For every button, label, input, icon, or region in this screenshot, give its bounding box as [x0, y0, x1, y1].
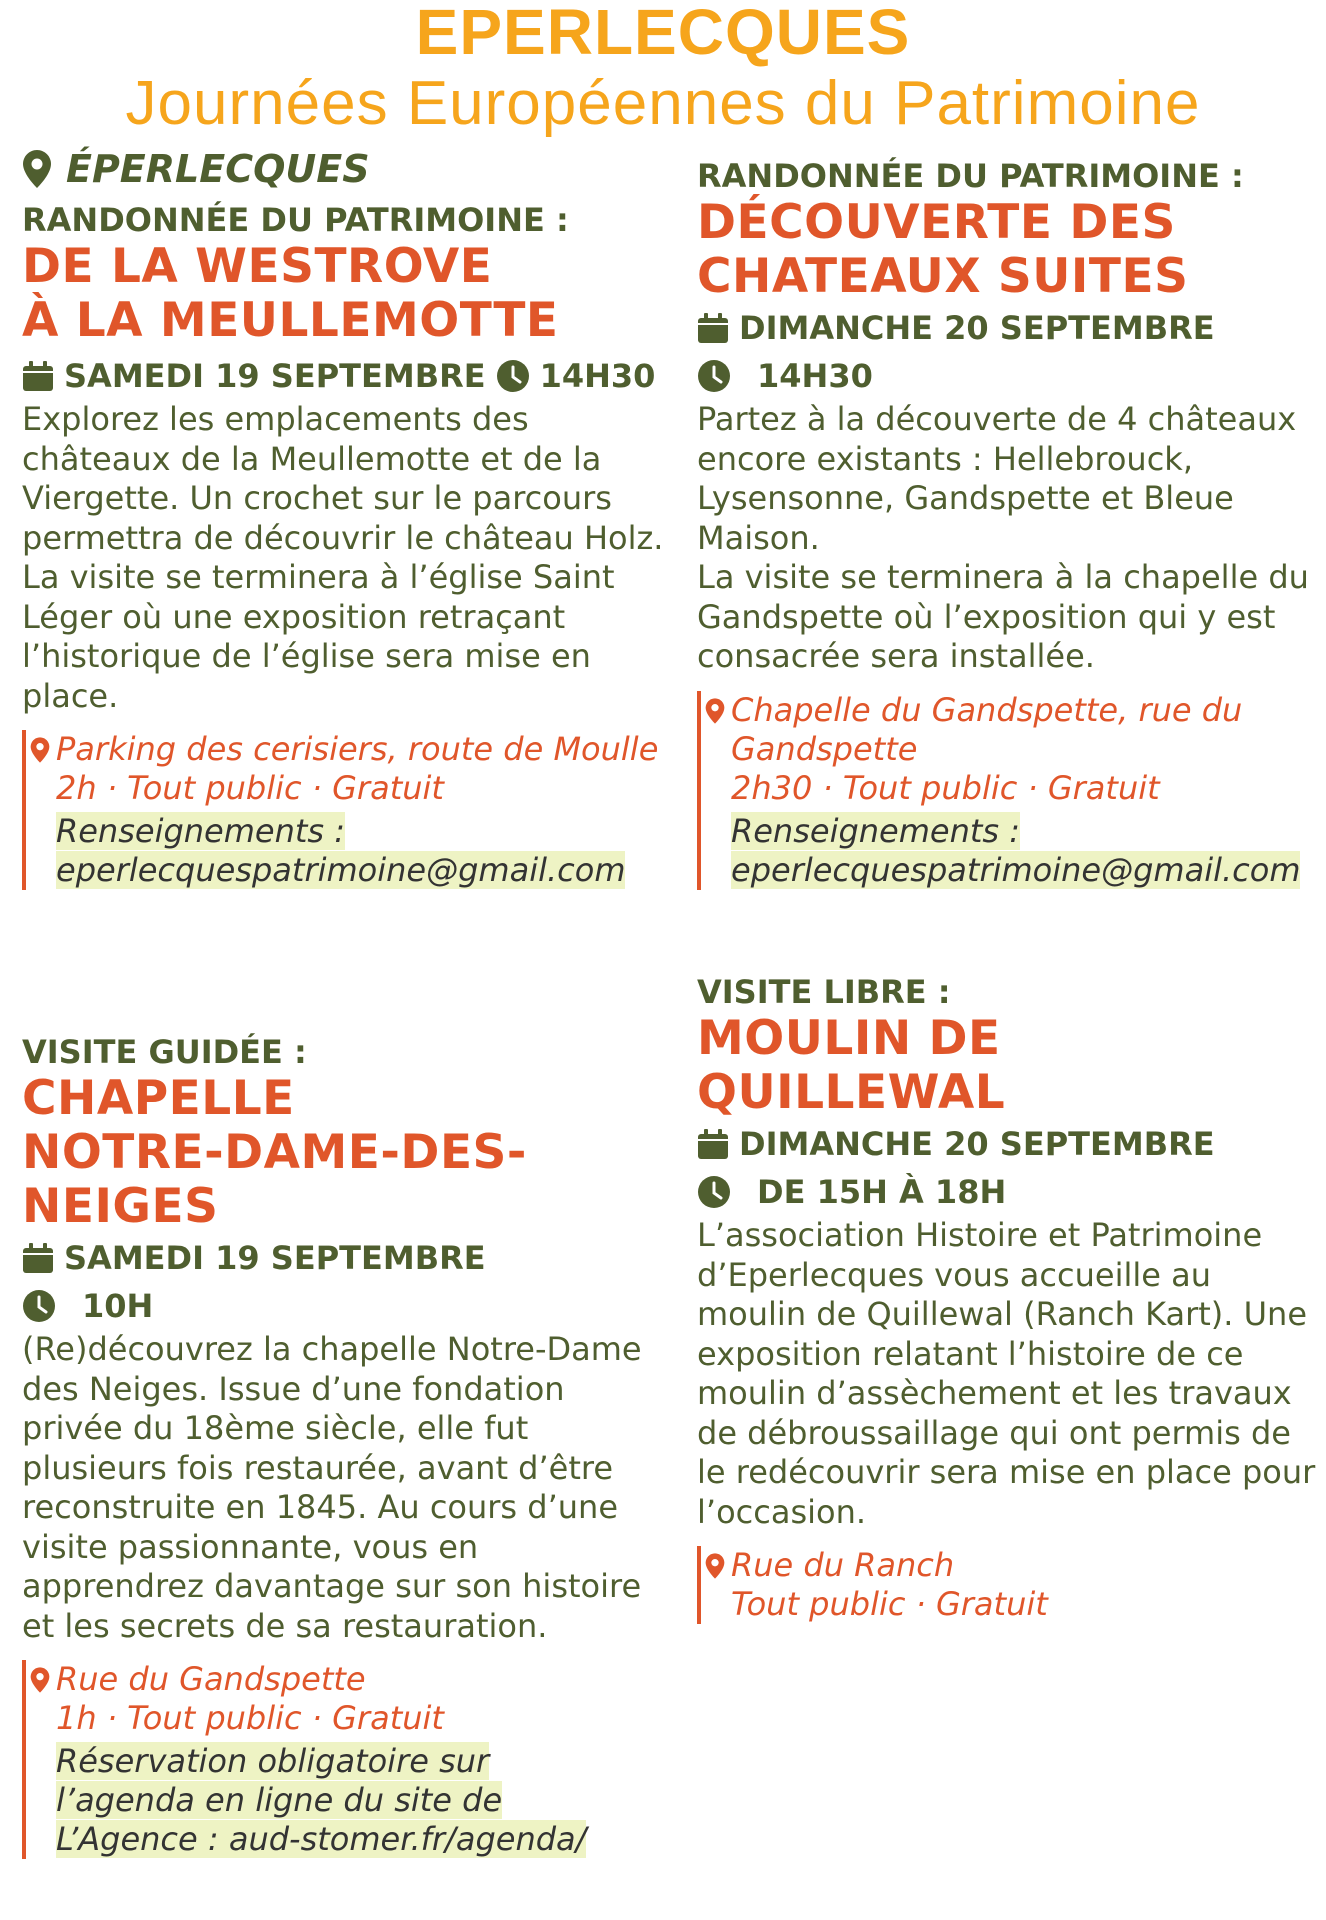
event-description: Explorez les emplacements des châteaux de la Meullemotte et de la Viergette. Un crochet sur le parcours permettra de découvrir le château Holz. La visite se terminera à l’église Saint Léger où une exposition retraçant l’historique de l’église sera mise en place.	[22, 400, 664, 715]
event-title-line: À LA MEULLEMOTTE	[22, 293, 559, 348]
calendar-icon	[22, 360, 54, 392]
map-pin-icon	[22, 149, 52, 189]
event-location-label: Chapelle du Gandspette, rue du Gandspette	[731, 690, 1243, 768]
event-date-row	[22, 1234, 662, 1282]
reservation-line: l’agenda en ligne du site de	[56, 1781, 503, 1819]
event-details: Tout public · Gratuit	[731, 1585, 1048, 1623]
event-time-row	[697, 1168, 1317, 1216]
event-info	[22, 1660, 662, 1859]
event-reservation	[56, 1742, 662, 1859]
event-location	[56, 730, 672, 769]
event-card-chateaux	[697, 152, 1317, 890]
event-details: 2h · Tout public · Gratuit	[56, 769, 444, 807]
calendar-icon	[697, 1128, 729, 1160]
event-schedule	[22, 352, 672, 400]
clock-icon	[697, 359, 731, 393]
page-header	[0, 0, 1326, 140]
calendar-icon	[22, 1242, 54, 1274]
event-kind: VISITE LIBRE :	[697, 973, 951, 1011]
contact-label: Renseignements :	[56, 812, 346, 850]
event-location-label: Rue du Ranch	[731, 1546, 955, 1584]
event-title	[697, 196, 1317, 304]
event-details: 1h · Tout public · Gratuit	[56, 1699, 444, 1737]
event-card-westrove	[22, 146, 672, 890]
event-date: DIMANCHE 20 SEPTEMBRE	[739, 1125, 1215, 1163]
event-title-line: CHATEAUX SUITES	[697, 249, 1189, 304]
calendar-icon	[697, 312, 729, 344]
page-subtitle: Journées Européennes du Patrimoine	[125, 69, 1201, 138]
event-date: SAMEDI 19 SEPTEMBRE	[64, 357, 486, 395]
event-time: 14H30	[757, 357, 873, 395]
event-location	[56, 1660, 662, 1699]
event-kind: RANDONNÉE DU PATRIMOINE :	[22, 201, 569, 239]
event-time-row	[697, 352, 1317, 400]
map-pin-icon	[30, 1666, 50, 1694]
clock-icon	[697, 1175, 731, 1209]
event-title-line: NEIGES	[22, 1179, 219, 1234]
event-contact	[56, 812, 672, 890]
event-location	[731, 1546, 1317, 1585]
event-place-label: ÉPERLECQUES	[66, 147, 370, 191]
clock-icon	[22, 1289, 56, 1323]
event-time: 14H30	[539, 357, 656, 395]
event-title	[697, 1012, 1317, 1120]
event-title-line: CHAPELLE	[22, 1071, 295, 1126]
event-card-chapelle	[22, 1028, 662, 1859]
event-location	[731, 691, 1317, 769]
event-date: DIMANCHE 20 SEPTEMBRE	[739, 309, 1215, 347]
event-contact	[731, 812, 1317, 890]
event-title-line: DE LA WESTROVE	[22, 239, 493, 294]
event-date-row	[697, 1120, 1317, 1168]
map-pin-icon	[705, 697, 725, 725]
event-kind: RANDONNÉE DU PATRIMOINE :	[697, 157, 1244, 195]
event-title-line: NOTRE-DAME-DES-	[22, 1125, 527, 1180]
page-title: EPERLECQUES	[415, 0, 911, 68]
contact-label: Renseignements :	[731, 811, 1021, 850]
event-description: L’association Histoire et Patrimoine d’Eperlecques vous accueille au moulin de Quillewal (Ranch Kart). Une exposition relatant l’histoire de ce moulin d’assèchement et les travaux de débroussaillage qui ont permis de le redécouvrir sera mise en place pour l’occasion.	[697, 1216, 1316, 1531]
event-description: La visite se terminera à la chapelle du Gandspette où l’exposition qui y est consacrée sera installée.	[697, 558, 1309, 675]
event-info	[697, 1546, 1317, 1624]
event-kind: VISITE GUIDÉE :	[22, 1033, 307, 1071]
event-info	[22, 730, 672, 890]
event-info	[697, 691, 1317, 890]
event-title-line: MOULIN DE QUILLEWAL	[697, 1011, 1006, 1120]
event-title-line: DÉCOUVERTE DES	[697, 195, 1176, 250]
map-pin-icon	[30, 736, 50, 764]
event-title	[22, 1072, 662, 1234]
contact-email: eperlecquespatrimoine@gmail.com	[56, 851, 626, 889]
event-date: SAMEDI 19 SEPTEMBRE	[64, 1239, 486, 1277]
event-details: 2h30 · Tout public · Gratuit	[731, 768, 1160, 807]
reservation-line: Réservation obligatoire sur	[56, 1742, 490, 1780]
map-pin-icon	[705, 1552, 725, 1580]
event-card-moulin	[697, 968, 1317, 1624]
reservation-link: L’Agence : aud-stomer.fr/agenda/	[56, 1820, 587, 1858]
event-location-label: Rue du Gandspette	[56, 1660, 366, 1698]
event-location-label: Parking des cerisiers, route de Moulle	[56, 730, 659, 768]
event-time-row	[22, 1282, 662, 1330]
event-time: 10H	[82, 1287, 154, 1325]
event-description: Partez à la découverte de 4 châteaux encore existants : Hellebrouck, Lysensonne, Gandspette et Bleue Maison.	[697, 400, 1297, 557]
event-description: (Re)découvrez la chapelle Notre-Dame des Neiges. Issue d’une fondation privée du 18ème siècle, elle fut plusieurs fois restaurée, avant d’être reconstruite en 1845. Au cours d’une visite passionnante, vous en apprendrez davantage sur son histoire et les secrets de sa restauration.	[22, 1330, 642, 1645]
event-place	[22, 146, 672, 192]
event-date-row	[697, 304, 1317, 352]
clock-icon	[496, 359, 530, 393]
event-title	[22, 240, 672, 348]
contact-email: eperlecquespatrimoine@gmail.com	[731, 850, 1301, 889]
event-time: DE 15H À 18H	[757, 1173, 1007, 1211]
